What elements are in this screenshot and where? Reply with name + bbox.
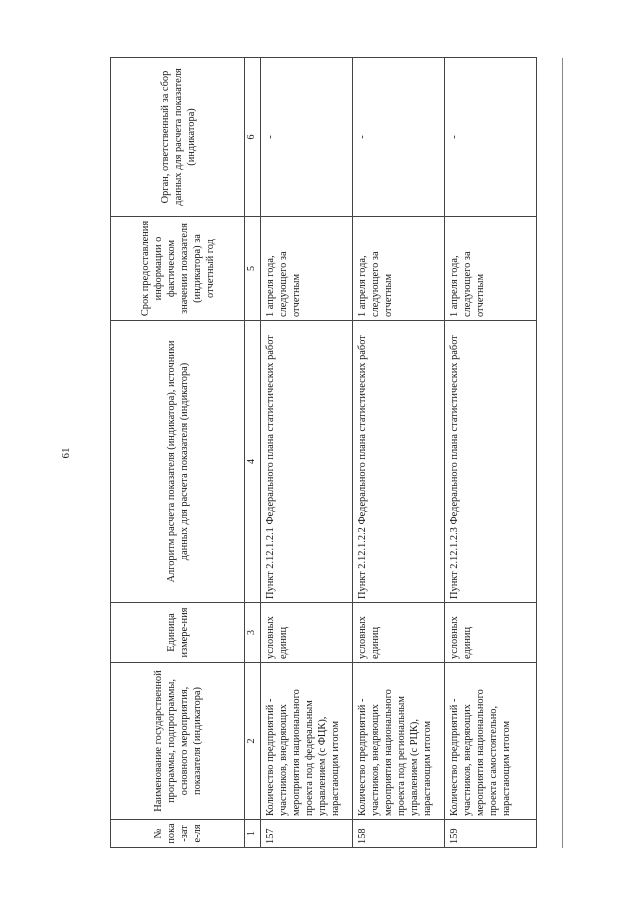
row-algorithm: Пункт 2.12.1.2.2 Федерального плана статистических работ xyxy=(352,320,444,602)
page-number: 61 xyxy=(60,447,72,458)
header-num: № пока-зате-ля xyxy=(111,819,245,847)
row-name: Количество предприятий - участников, внедряющих мероприятия национального проекта под федеральным управлением (с ФЦК), нарастающим итогом xyxy=(260,662,352,819)
column-number-row xyxy=(245,57,261,847)
row-deadline: 1 апреля года, следующего за отчетным xyxy=(352,216,444,320)
row-algorithm: Пункт 2.12.1.2.1 Федерального плана статистических работ xyxy=(260,320,352,602)
row-unit: условных единиц xyxy=(352,602,444,662)
row-organ: - xyxy=(444,57,536,216)
header-organ: Орган, ответственный за сбор данных для расчета показателя (индикатора) xyxy=(111,57,245,216)
row-num: 159 xyxy=(444,819,536,847)
indicator-table xyxy=(110,57,537,848)
row-deadline: 1 апреля года, следующего за отчетным xyxy=(260,216,352,320)
header-unit: Единица измере-ния xyxy=(111,602,245,662)
rotated-page xyxy=(60,58,580,848)
row-unit: условных единиц xyxy=(444,602,536,662)
row-unit: условных единиц xyxy=(260,602,352,662)
table-row xyxy=(260,57,352,847)
row-num: 158 xyxy=(352,819,444,847)
row-deadline: 1 апреля года, следующего за отчетным xyxy=(444,216,536,320)
row-name: Количество предприятий - участников, внедряющих мероприятия национального проекта самостоятельно, нарастающим итогом xyxy=(444,662,536,819)
column-number: 4 xyxy=(245,320,261,602)
column-number: 5 xyxy=(245,216,261,320)
table-row xyxy=(352,57,444,847)
header-row xyxy=(111,57,245,847)
table-row xyxy=(444,57,536,847)
column-number: 2 xyxy=(245,662,261,819)
header-deadline: Срок предоставления информации о фактическом значении показателя (индикатора) за отчетный год xyxy=(111,216,245,320)
header-algorithm: Алгоритм расчета показателя (индикатора), источники данных для расчета показателя (индикатора) xyxy=(111,320,245,602)
row-organ: - xyxy=(260,57,352,216)
row-organ: - xyxy=(352,57,444,216)
header-name: Наименование государственной программы, подпрограммы, основного мероприятия, показателя (индикатора) xyxy=(111,662,245,819)
row-num: 157 xyxy=(260,819,352,847)
bottom-rule xyxy=(562,58,563,848)
column-number: 1 xyxy=(245,819,261,847)
column-number: 6 xyxy=(245,57,261,216)
column-number: 3 xyxy=(245,602,261,662)
row-name: Количество предприятий - участников, внедряющих мероприятия национального проекта под региональным управлением (с РЦК), нарастающим итогом xyxy=(352,662,444,819)
row-algorithm: Пункт 2.12.1.2.3 Федерального плана статистических работ xyxy=(444,320,536,602)
